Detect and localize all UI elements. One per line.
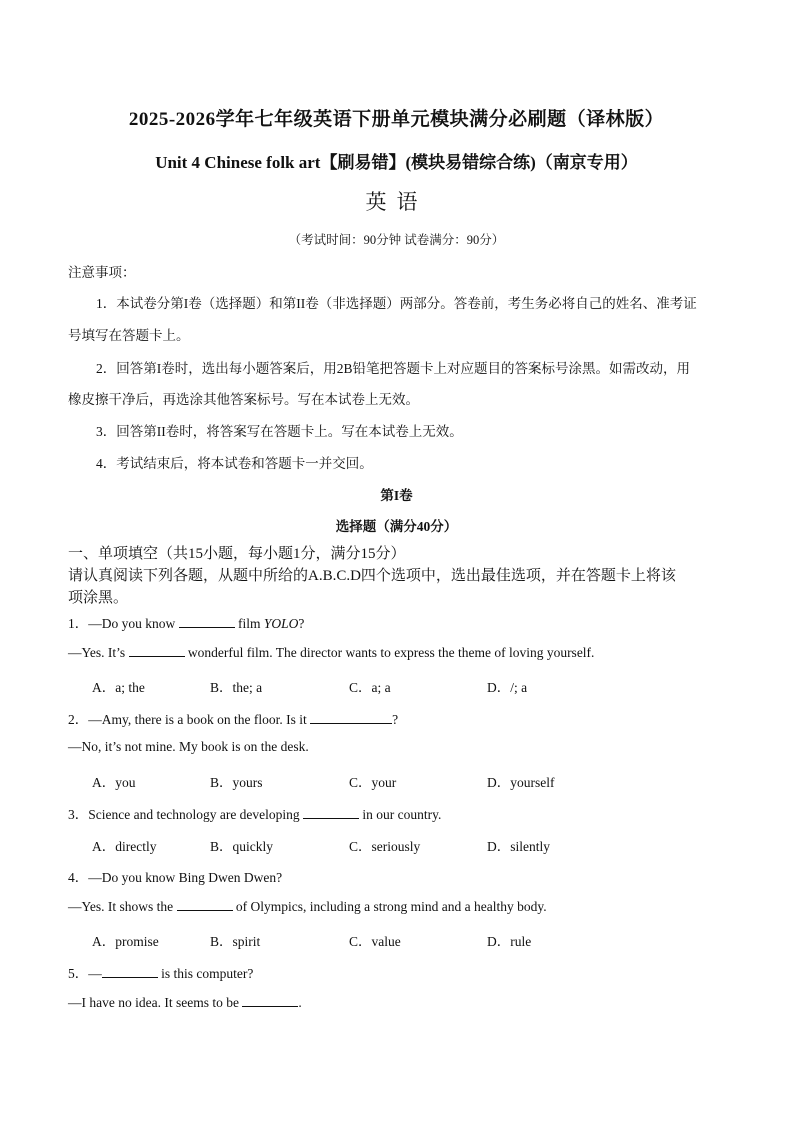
option-c[interactable]: C．value [349,934,401,949]
question-number: 5． [68,966,89,981]
option-c[interactable]: C．seriously [349,839,421,854]
option-d[interactable]: D．rule [487,934,532,949]
note-2-line-1: 2．回答第I卷时，选出每小题答案后，用2B铅笔把答题卡上对应题目的答案标号涂黑。如需改动，用 [96,361,690,376]
question-number: 1． [68,616,89,631]
film-title: YOLO [263,616,299,631]
option-b[interactable]: B．the; a [210,680,263,695]
subsection-heading: 一、单项填空（共15小题，每小题1分，满分15分） [68,546,406,562]
subject-heading: 英语 [365,190,428,214]
note-1-line-2: 号填写在答题卡上。 [68,328,190,343]
option-a[interactable]: A．promise [92,934,159,949]
question-5-line-2: —I have no idea. It seems to be . [68,995,302,1010]
note-2-line-2: 橡皮擦干净后，再选涂其他答案标号。写在本试卷上无效。 [68,392,419,407]
instruction-line-1: 请认真阅读下列各题，从题中所给的A.B.C.D四个选项中，选出最佳选项，并在答题卡上将该 [68,568,676,584]
option-c[interactable]: C．your [349,775,397,790]
answer-blank[interactable] [102,965,158,978]
exam-info: （考试时间：90分钟 试卷满分：90分） [288,233,505,247]
option-a[interactable]: A．directly [92,839,157,854]
question-number: 2． [68,712,89,727]
option-b[interactable]: B．spirit [210,934,261,949]
answer-blank[interactable] [303,806,359,819]
note-3: 3．回答第II卷时，将答案写在答题卡上。写在本试卷上无效。 [96,424,463,439]
exam-title: 2025-2026学年七年级英语下册单元模块满分必刷题（译林版） [128,109,665,130]
answer-blank[interactable] [242,994,298,1007]
option-d[interactable]: D．yourself [487,775,555,790]
option-b[interactable]: B．yours [210,775,263,790]
question-2-line-2: —No, it’s not mine. My book is on the desk. [68,739,309,754]
option-a[interactable]: A．a; the [92,680,145,695]
answer-blank[interactable] [310,711,392,724]
note-1-line-1: 1．本试卷分第I卷（选择题）和第II卷（非选择题）两部分。答卷前，考生务必将自己的姓名、准考证 [96,296,697,311]
option-a[interactable]: A．you [92,775,136,790]
question-5-line-1: 5．— is this computer? [68,966,254,981]
note-4: 4．考试结束后，将本试卷和答题卡一并交回。 [96,456,373,471]
question-number: 3． [68,807,89,822]
question-1-line-1: 1．—Do you know film YOLO? [68,616,305,631]
question-3-line-1: 3．Science and technology are developing in our country. [68,807,442,822]
option-d[interactable]: D．silently [487,839,550,854]
answer-blank[interactable] [179,615,235,628]
question-4-line-1: 4．—Do you know Bing Dwen Dwen? [68,870,283,885]
question-4-line-2: —Yes. It shows the of Olympics, including a strong mind and a healthy body. [68,899,547,914]
question-1-line-2: —Yes. It’s wonderful film. The director wants to express the theme of loving yourself. [68,645,595,660]
volume-heading: 第I卷 [380,488,413,503]
option-c[interactable]: C．a; a [349,680,391,695]
notes-heading: 注意事项： [68,265,136,280]
answer-blank[interactable] [129,644,185,657]
option-d[interactable]: D．/; a [487,680,528,695]
question-2-line-1: 2．—Amy, there is a book on the floor. Is it ? [68,712,399,727]
unit-title: Unit 4 Chinese folk art【刷易错】(模块易错综合练)（南京专用） [155,153,638,172]
option-b[interactable]: B．quickly [210,839,273,854]
answer-blank[interactable] [177,898,233,911]
question-number: 4． [68,870,89,885]
section-heading: 选择题（满分40分） [335,519,458,534]
instruction-line-2: 项涂黑。 [68,590,129,606]
